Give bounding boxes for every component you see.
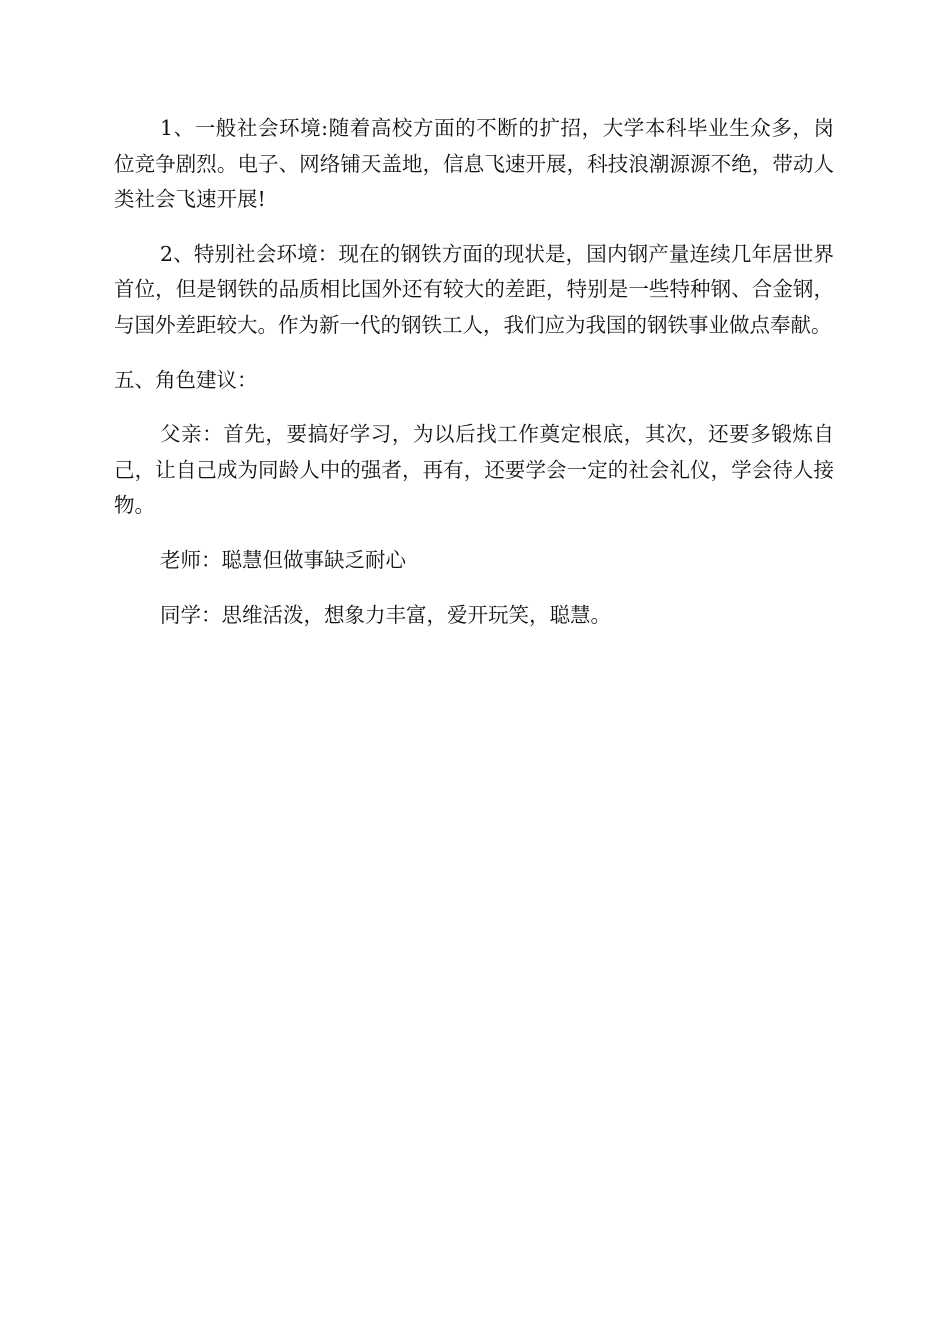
paragraph-special-social-environment: 2、特别社会环境：现在的钢铁方面的现状是，国内钢产量连续几年居世界首位，但是钢铁的品质相比国外还有较大的差距，特别是一些特种钢、合金钢，与国外差距较大。作为新一代的钢铁工人，我们应为我国的钢铁事业做点奉献。 (114, 241, 834, 337)
paragraph-general-social-environment: 1、一般社会环境:随着高校方面的不断的扩招，大学本科毕业生众多，岗位竞争剧烈。电子、网络铺天盖地，信息飞速开展，科技浪潮源源不绝，带动人类社会飞速开展! (114, 116, 834, 212)
section-heading-role-suggestions: 五、角色建议： (114, 367, 258, 392)
suggestion-father: 父亲：首先，要搞好学习，为以后找工作奠定根底，其次，还要多锻炼自己，让自己成为同龄人中的强者，再有，还要学会一定的社会礼仪，学会待人接物。 (114, 422, 834, 518)
suggestion-classmate: 同学：思维活泼，想象力丰富，爱开玩笑，聪慧。 (160, 602, 611, 627)
suggestion-teacher: 老师：聪慧但做事缺乏耐心 (160, 547, 406, 572)
document-body (114, 111, 834, 652)
